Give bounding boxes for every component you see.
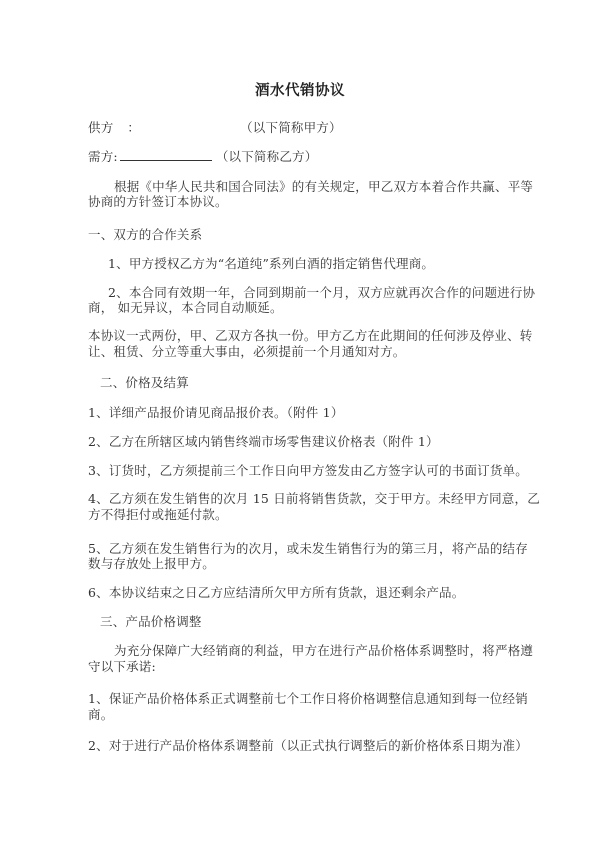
buyer-label: 需方: bbox=[88, 149, 118, 164]
buyer-note: （以下简称乙方） bbox=[215, 149, 318, 164]
section-2-heading: 二、价格及结算 bbox=[100, 375, 189, 390]
section-1-heading: 一、双方的合作关系 bbox=[88, 227, 203, 242]
buyer-line bbox=[88, 148, 317, 165]
supplier-note: （以下简称甲方） bbox=[240, 120, 342, 135]
document-title: 酒水代销协议 bbox=[255, 82, 345, 99]
section-2-item-5-line-2: 数与存放处上报甲方。 bbox=[88, 556, 216, 571]
section-3-heading: 三、产品价格调整 bbox=[100, 614, 202, 629]
section-1-para-3-line-2: 让、租赁、分立等重大事由，必须提前一个月通知对方。 bbox=[88, 344, 406, 359]
section-2-item-5-line-1: 5、乙方须在发生销售行为的次月，或未发生销售行为的第三月，将产品的结存 bbox=[88, 541, 528, 556]
section-2-item-1: 1、详细产品报价请见商品报价表。（附件 1） bbox=[88, 405, 344, 420]
section-2-item-4-line-1: 4、乙方须在发生销售的次月 15 日前将销售货款，交于甲方。未经甲方同意，乙 bbox=[88, 491, 540, 506]
buyer-blank-field bbox=[120, 148, 212, 161]
section-3-item-2: 2、对于进行产品价格体系调整前（以正式执行调整后的新价格体系日期为准） bbox=[88, 738, 528, 753]
section-2-item-4-line-2: 方不得拒付或拖延付款。 bbox=[88, 507, 228, 522]
section-1-item-2-line-2: 商， 如无异议，本合同自动顺延。 bbox=[88, 300, 283, 315]
section-2-item-2: 2、乙方在所辖区域内销售终端市场零售建议价格表（附件 1） bbox=[88, 434, 439, 449]
section-2-item-6: 6、本协议结束之日乙方应结清所欠甲方所有货款，退还剩余产品。 bbox=[88, 585, 465, 600]
supplier-label: 供方 bbox=[88, 120, 114, 135]
section-3-intro-line-2: 守以下承诺: bbox=[88, 659, 156, 674]
section-3-item-1-line-2: 商。 bbox=[88, 707, 114, 722]
section-1-para-3-line-1: 本协议一式两份，甲、乙双方各执一份。甲方乙方在此期间的任何涉及停业、转 bbox=[88, 328, 533, 343]
section-1-item-2-line-1: 2、本合同有效期一年，合同到期前一个月，双方应就再次合作的问题进行协 bbox=[108, 285, 536, 300]
section-2-item-3: 3、订货时，乙方须提前三个工作日向甲方签发由乙方签字认可的书面订货单。 bbox=[88, 463, 528, 478]
section-3-intro-line-1: 为充分保障广大经销商的利益，甲方在进行产品价格体系调整时，将严格遵 bbox=[114, 643, 534, 658]
intro-line-2: 协商的方针签订本协议。 bbox=[88, 194, 228, 209]
supplier-colon: ： bbox=[127, 120, 141, 135]
supplier-line bbox=[88, 119, 342, 136]
intro-line-1: 根据《中华人民共和国合同法》的有关规定，甲乙双方本着合作共赢、平等 bbox=[114, 179, 534, 194]
section-3-item-1-line-1: 1、保证产品价格体系正式调整前七个工作日将价格调整信息通知到每一位经销 bbox=[88, 691, 528, 706]
section-1-item-1: 1、甲方授权乙方为“名道纯”系列白酒的指定销售代理商。 bbox=[108, 256, 435, 271]
